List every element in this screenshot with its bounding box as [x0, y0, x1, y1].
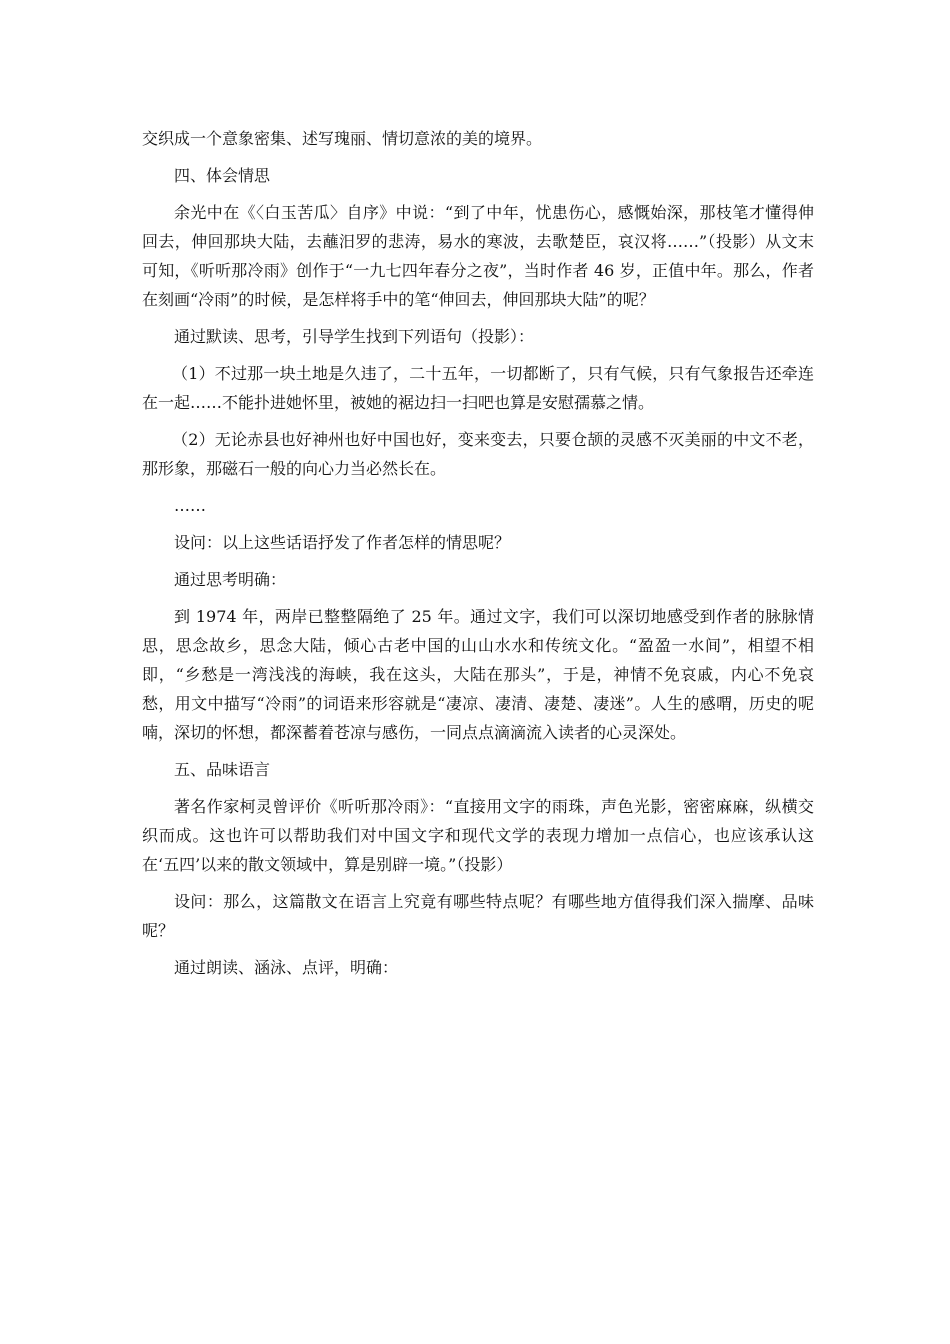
- spacer: [142, 351, 814, 359]
- paragraph-question-1: 设问：以上这些话语抒发了作者怎样的情思呢？: [174, 533, 511, 552]
- section-heading-5: 五、品味语言: [174, 760, 271, 779]
- spacer: [142, 557, 814, 565]
- spacer: [142, 784, 814, 792]
- spacer: [142, 417, 814, 425]
- spacer: [142, 153, 814, 161]
- paragraph-intro: 交织成一个意象密集、述写瑰丽、情切意浓的美的境界。: [142, 129, 543, 148]
- paragraph-clarify-1: 通过思考明确：: [174, 570, 287, 589]
- spacer: [142, 483, 814, 491]
- paragraph-ellipsis: ……: [174, 496, 206, 515]
- spacer: [142, 945, 814, 953]
- paragraph-question-2: 设问：那么，这篇散文在语言上究竟有哪些特点呢？有哪些地方值得我们深入揣摩、品味呢？: [142, 892, 814, 940]
- spacer: [142, 314, 814, 322]
- paragraph-yu-guangzhong-quote: 余光中在《〈白玉苦瓜〉自序》中说：“到了中年，忧患伤心，感慨始深，那枝笔才懂得伸回去，伸回那块大陆，去蘸汨罗的悲涛，易水的寒波，去歌楚臣，哀汉将……”（投影）从文末可知，《听听那冷雨》创作于“一九七四年春分之夜”，当时作者 46 岁，正值中年。那么，作者在刻画“冷雨”的时候，是怎样将手中的笔“伸回去，伸回那块大陆”的呢？: [142, 203, 814, 309]
- spacer: [142, 520, 814, 528]
- spacer: [142, 879, 814, 887]
- spacer: [142, 190, 814, 198]
- paragraph-quote-2: （2）无论赤县也好神州也好中国也好，变来变去，只要仓颉的灵感不灭美丽的中文不老，那形象，那磁石一般的向心力当必然长在。: [142, 430, 814, 478]
- paragraph-guided-reading: 通过默读、思考，引导学生找到下列语句（投影）：: [174, 327, 535, 346]
- paragraph-quote-1: （1）不过那一块土地是久违了，二十五年，一切都断了，只有气候，只有气象报告还牵连在一起……不能扑进她怀里，被她的裾边扫一扫吧也算是安慰孺慕之情。: [142, 364, 814, 412]
- spacer: [142, 594, 814, 602]
- paragraph-answer-1: 到 1974 年，两岸已整整隔绝了 25 年。通过文字，我们可以深切地感受到作者的脉脉情思，思念故乡，思念大陆，倾心古老中国的山山水水和传统文化。“盈盈一水间”，相望不相即，“乡愁是一湾浅浅的海峡，我在这头，大陆在那头”，于是，神情不免哀戚，内心不免哀愁，用文中描写“冷雨”的词语来形容就是“凄凉、凄清、凄楚、凄迷”。人生的感喟，历史的呢喃，深切的怀想，都深蓄着苍凉与感伤，一同点点滴滴流入读者的心灵深处。: [142, 607, 814, 742]
- section-heading-4: 四、体会情思: [174, 166, 271, 185]
- document-body: [142, 124, 814, 982]
- paragraph-clarify-2: 通过朗读、涵泳、点评，明确：: [174, 958, 399, 977]
- spacer: [142, 747, 814, 755]
- paragraph-ke-ling-review: 著名作家柯灵曾评价《听听那冷雨》：“直接用文字的雨珠，声色光影，密密麻麻，纵横交织而成。这也许可以帮助我们对中国文字和现代文学的表现力增加一点信心，也应该承认这在‘五四’以来的散文领域中，算是别辟一境。”（投影）: [142, 797, 814, 874]
